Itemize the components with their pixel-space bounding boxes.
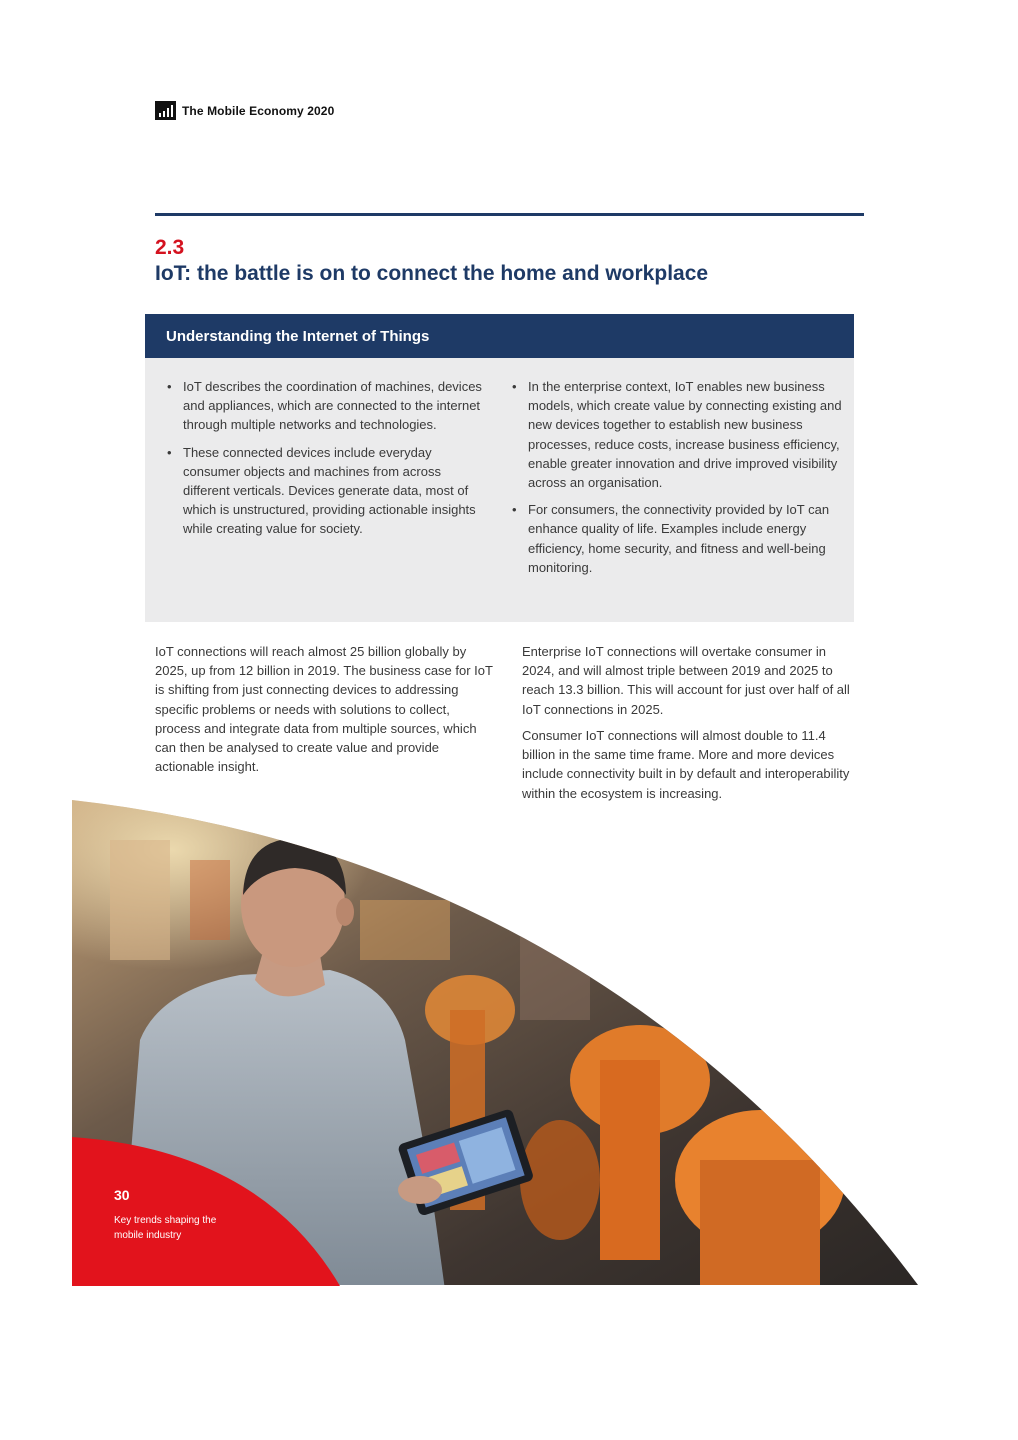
list-item: • For consumers, the connectivity provided by IoT can enhance quality of life. Examples include energy efficiency, home security, and fitness and well-being monitoring. (512, 500, 844, 577)
list-item: • In the enterprise context, IoT enables new business models, which create value by connecting existing and new devices together to establish new business processes, reduce costs, increase business efficiency, enable greater innovation and drive improved visibility across an organisation. (512, 377, 844, 492)
report-title: The Mobile Economy 2020 (182, 103, 335, 118)
body-paragraph-left: IoT connections will reach almost 25 billion globally by 2025, up from 12 billion in 2019. The business case for IoT is shifting from just connecting devices to addressing specific problems or needs with solutions to collect, process and integrate data from multiple sources, which can then be analysed to create value and provide actionable insight. (155, 644, 493, 775)
list-item: • IoT describes the coordination of machines, devices and appliances, which are connected to the internet through multiple networks and technologies. (167, 377, 487, 435)
section-title: IoT: the battle is on to connect the home and workplace (155, 262, 709, 285)
body-paragraph-right-2: Consumer IoT connections will almost double to 11.4 billion in the same time frame. More and more devices include connectivity built in by default and interoperability within the ecosystem is increasing. (522, 728, 850, 801)
section-number: 2.3 (155, 236, 185, 259)
body-paragraph-right-1: Enterprise IoT connections will overtake consumer in 2024, and will almost triple between 2019 and 2025 to reach 13.3 billion. This will account for just over half of all IoT connections in 2025. (522, 644, 850, 717)
list-item: • These connected devices include everyday consumer objects and machines from across different verticals. Devices generate data, most of which is unstructured, providing actionable insights while creating value for society. (167, 443, 487, 539)
footer-caption: Key trends shaping the mobile industry (114, 1215, 217, 1241)
info-box-title: Understanding the Internet of Things (166, 328, 430, 345)
page-number: 30 (114, 1187, 130, 1203)
